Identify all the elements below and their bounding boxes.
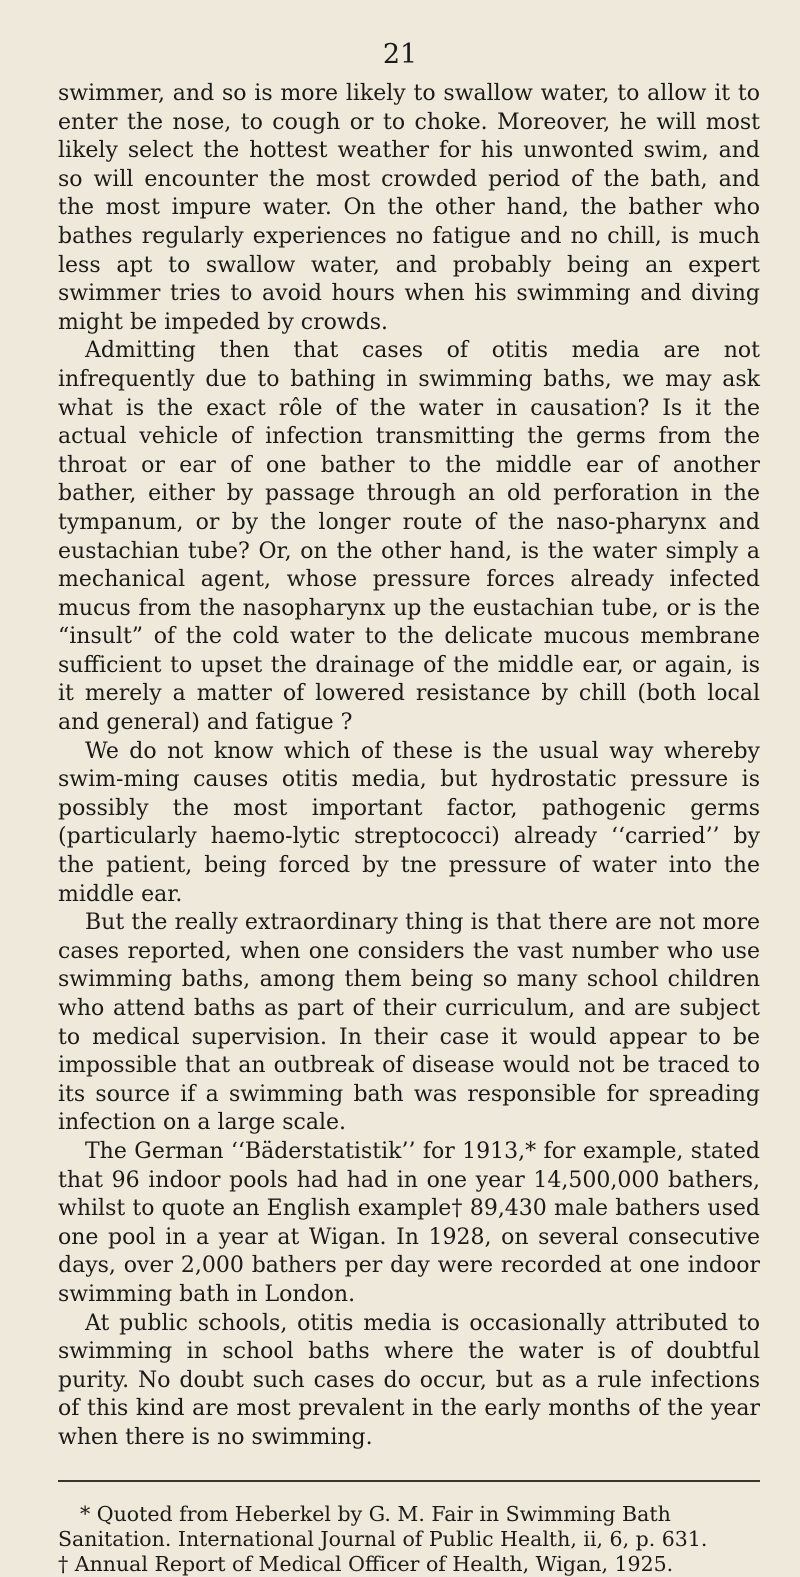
footnotes <box>58 1502 760 1577</box>
paragraph-5: The German ‘‘Bäderstatistik’’ for 1913,* for example, stated that 96 indoor pools had had in one year 14,500,000 bathers, whilst to quote an English example† 89,430 male bathers used one pool in a year at Wigan. In 1928, on several consecutive days, over 2,000 bathers per day were recorded at one indoor swimming bath in London. <box>58 1138 760 1307</box>
paragraph-3: We do not know which of these is the usual way whereby swim-ming causes otitis media, but hydrostatic pressure is possibly the most important factor, pathogenic germs (particularly haemo-lytic streptococci) already ‘‘carried’’ by the patient, being forced by tne pressure of water into the middle ear. <box>58 738 760 907</box>
page-number: 21 <box>382 39 418 70</box>
paragraph-1: swimmer, and so is more likely to swallow water, to allow it to enter the nose, to cough or to choke. Moreover, he will most likely select the hottest weather for his unwonted swim, and so will encounter the most crowded period of the bath, and the most impure water. On the other hand, the bather who bathes regularly experiences no fatigue and no chill, is much less apt to swallow water, and probably being an expert swimmer tries to avoid hours when his swimming and diving might be impeded by crowds. <box>58 81 760 335</box>
footnote-asterisk: * Quoted from Heberkel by G. M. Fair in Swimming Bath Sanitation. International Journal of Public Health, ii, 6, p. 631. <box>58 1501 708 1551</box>
paragraph-2: Admitting then that cases of otitis media are not infrequently due to bathing in swimming baths, we may ask what is the exact rôle of the water in causation? Is it the actual vehicle of infection transmitting the germs from the throat or ear of one bather to the middle ear of another bather, either by passage through an old perforation in the tympanum, or by the longer route of the naso-pharynx and eustachian tube? Or, on the other hand, is the water simply a mechanical agent, whose pressure forces already infected mucus from the nasopharynx up the eustachian tube, or is the “insult” of the cold water to the delicate mucous membrane sufficient to upset the drainage of the middle ear, or again, is it merely a matter of lowered resistance by chill (both local and general) and fatigue ? <box>58 338 760 736</box>
footnote-dagger: † Annual Report of Medical Officer of Health, Wigan, 1925. <box>58 1551 674 1576</box>
footnote-divider <box>58 1480 760 1482</box>
paragraph-4: But the really extraordinary thing is that there are not more cases reported, when one considers the vast number who use swimming baths, among them being so many school children who attend baths as part of their curriculum, and are subject to medical supervision. In their case it would appear to be impossible that an outbreak of disease would not be traced to its source if a swimming bath was responsible for spreading infection on a large scale. <box>58 910 760 1136</box>
paragraph-6: At public schools, otitis media is occasionally attributed to swimming in school baths where the water is of doubtful purity. No doubt such cases do occur, but as a rule infections of this kind are most prevalent in the early months of the year when there is no swimming. <box>58 1310 760 1450</box>
body-text <box>58 80 760 1453</box>
